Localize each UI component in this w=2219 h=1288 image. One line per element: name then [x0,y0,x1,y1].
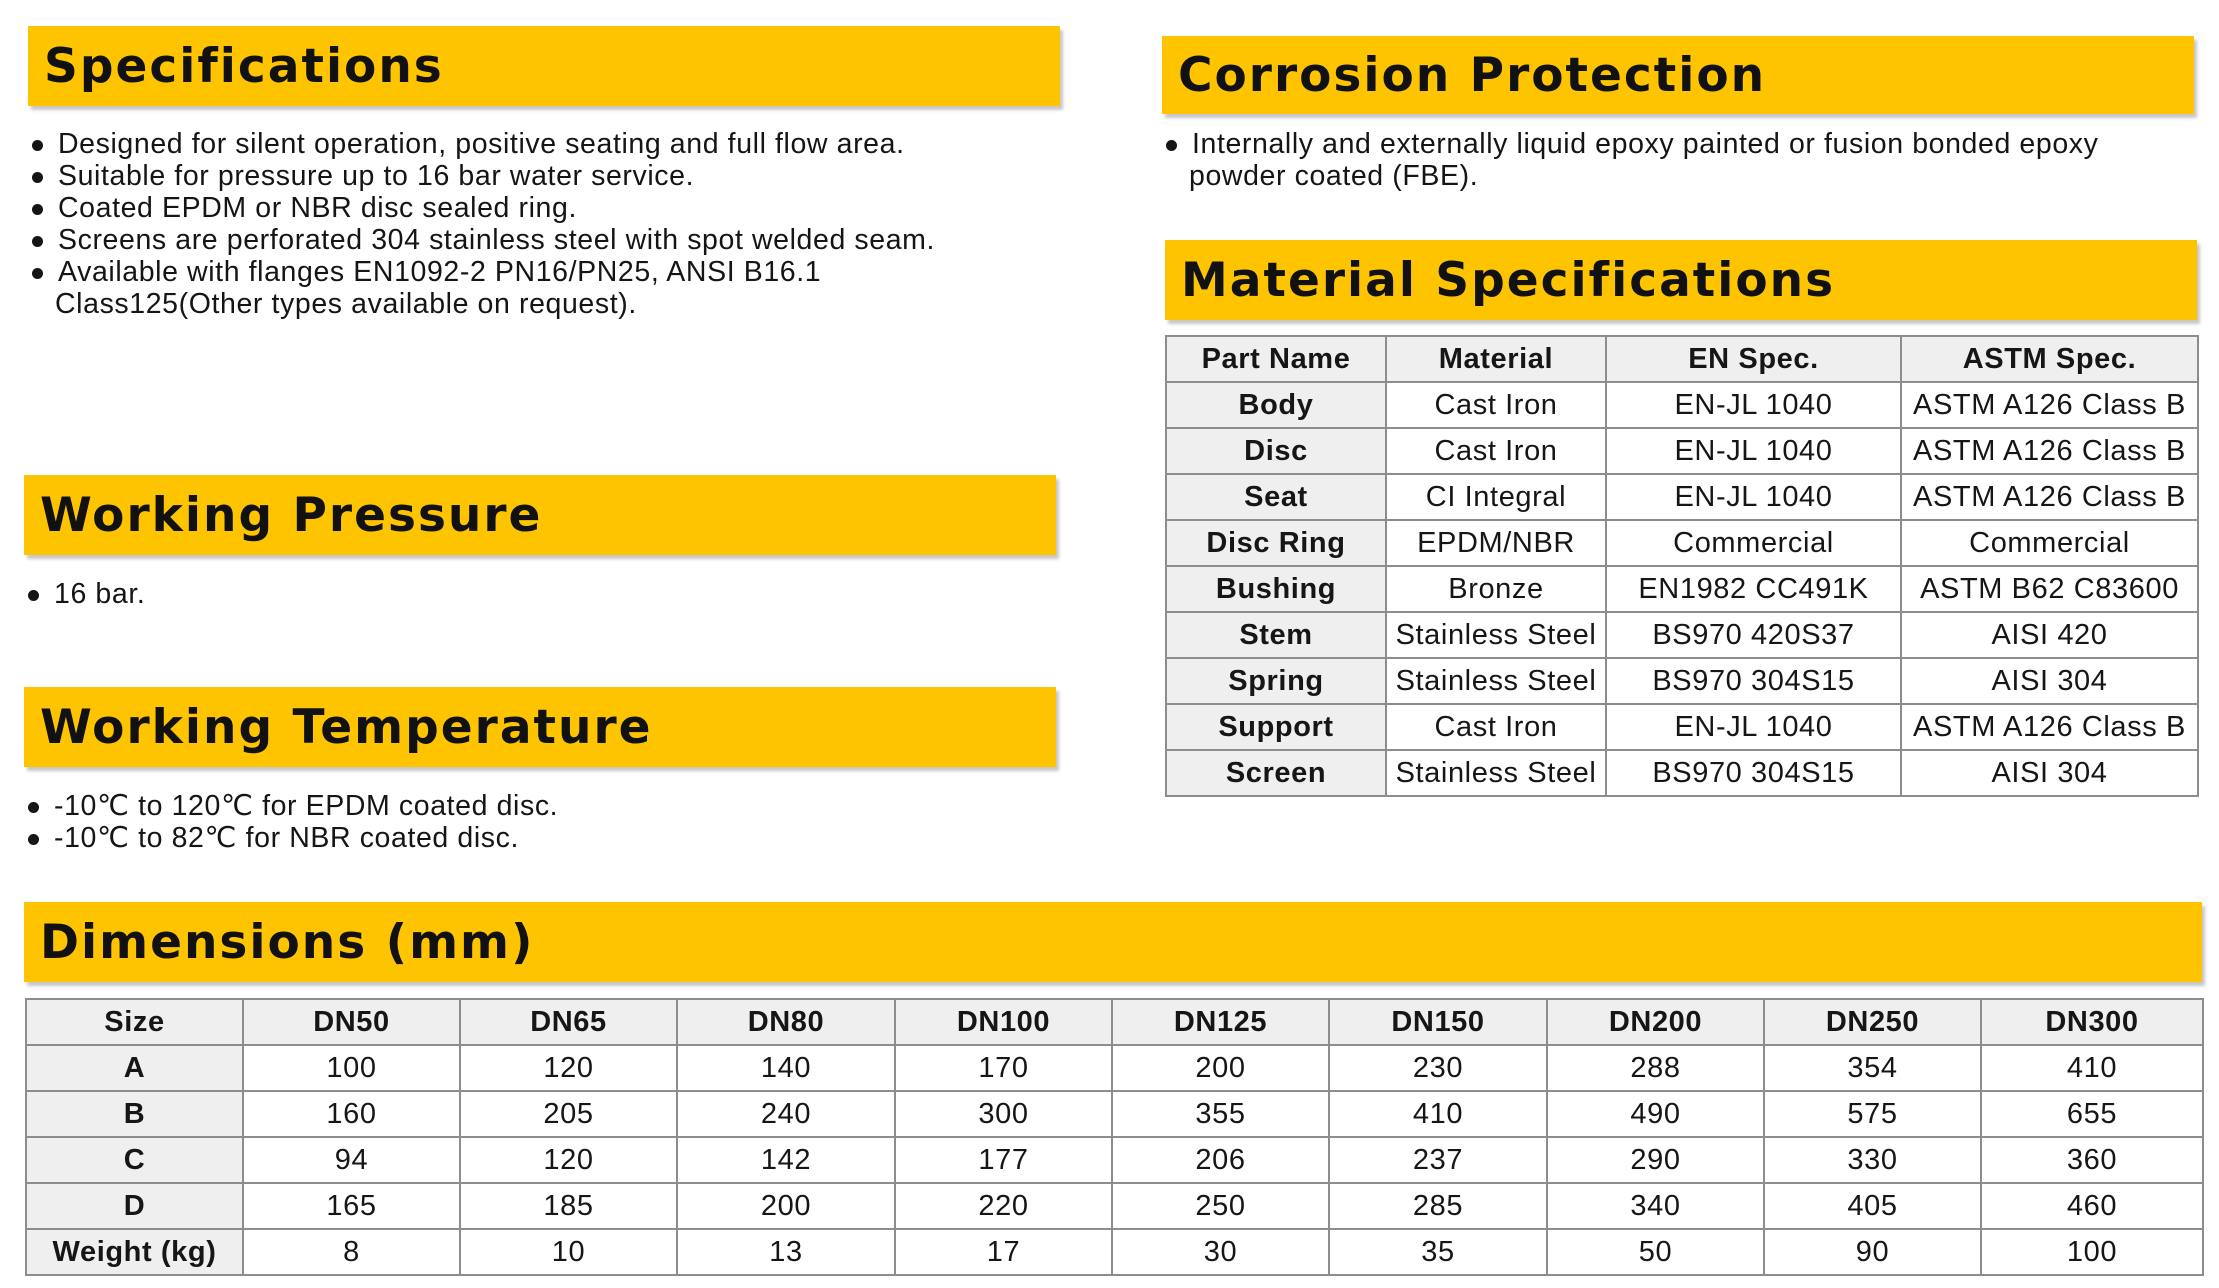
table-cell: Cast Iron [1386,382,1606,428]
material-specifications-table [1165,335,2199,797]
header-cell: DN65 [460,999,677,1045]
header-cell: DN200 [1547,999,1764,1045]
table-cell: 142 [677,1137,895,1183]
header-cell: EN Spec. [1606,336,1901,382]
table-cell: 288 [1547,1045,1764,1091]
dimensions-header [24,902,2202,982]
list-item [28,256,935,320]
table-row [26,1137,2203,1183]
table-cell: 220 [895,1183,1112,1229]
table-cell: 160 [243,1091,460,1137]
table-cell: Stainless Steel [1386,658,1606,704]
row-label-cell: A [26,1045,243,1091]
table-row [26,1091,2203,1137]
table-row [26,1045,2203,1091]
table-row [1166,520,2198,566]
material-specifications-header [1165,240,2197,320]
row-label-cell: D [26,1183,243,1229]
working-pressure-title: Working Pressure [40,487,543,543]
row-label-cell: Weight (kg) [26,1229,243,1275]
table-cell: 94 [243,1137,460,1183]
table-cell: 250 [1112,1183,1329,1229]
table-cell: EN-JL 1040 [1606,428,1901,474]
table-cell: BS970 304S15 [1606,658,1901,704]
table-cell: 200 [1112,1045,1329,1091]
part-name-cell: Screen [1166,750,1386,796]
corrosion-protection-list [1162,128,2098,192]
working-pressure-header [24,475,1056,555]
row-label-cell: B [26,1091,243,1137]
table-cell: 230 [1329,1045,1547,1091]
table-cell: EN-JL 1040 [1606,704,1901,750]
list-item: Designed for silent operation, positive seating and full flow area. [28,128,935,160]
table-cell: Stainless Steel [1386,750,1606,796]
header-cell: DN80 [677,999,895,1045]
table-cell: 340 [1547,1183,1764,1229]
table-cell: BS970 304S15 [1606,750,1901,796]
corrosion-protection-title: Corrosion Protection [1178,47,1767,103]
table-cell: 410 [1981,1045,2203,1091]
header-cell: DN300 [1981,999,2203,1045]
list-item: -10℃ to 82℃ for NBR coated disc. [24,822,558,854]
table-cell: 120 [460,1137,677,1183]
table-cell: 200 [677,1183,895,1229]
table-cell: 206 [1112,1137,1329,1183]
header-cell: DN125 [1112,999,1329,1045]
working-temperature-header [24,687,1056,767]
specifications-list [28,128,935,320]
list-item: 16 bar. [24,578,145,610]
table-cell: 140 [677,1045,895,1091]
table-cell: Cast Iron [1386,704,1606,750]
table-cell: EN-JL 1040 [1606,474,1901,520]
table-cell: 237 [1329,1137,1547,1183]
header-cell: Part Name [1166,336,1386,382]
part-name-cell: Spring [1166,658,1386,704]
list-item-text: Available with flanges EN1092-2 PN16/PN25, ANSI B16.1 [58,256,822,288]
table-cell: 330 [1764,1137,1981,1183]
header-cell: Size [26,999,243,1045]
header-cell: Material [1386,336,1606,382]
table-cell: 13 [677,1229,895,1275]
table-cell: 90 [1764,1229,1981,1275]
table-cell: ASTM A126 Class B [1901,428,2198,474]
working-temperature-title: Working Temperature [40,699,653,755]
part-name-cell: Stem [1166,612,1386,658]
list-item: Screens are perforated 304 stainless steel with spot welded seam. [28,224,935,256]
table-cell: 205 [460,1091,677,1137]
table-cell: 100 [1981,1229,2203,1275]
table-cell: 240 [677,1091,895,1137]
table-cell: 354 [1764,1045,1981,1091]
specifications-header [28,26,1060,106]
header-cell: DN50 [243,999,460,1045]
list-item-continuation: Class125(Other types available on request). [55,288,637,320]
header-cell: DN100 [895,999,1112,1045]
table-row [1166,428,2198,474]
table-row [1166,704,2198,750]
table-row [1166,382,2198,428]
table-cell: 655 [1981,1091,2203,1137]
table-cell: 50 [1547,1229,1764,1275]
part-name-cell: Seat [1166,474,1386,520]
table-row [1166,566,2198,612]
table-header-row [26,999,2203,1045]
table-cell: 165 [243,1183,460,1229]
table-cell: EN-JL 1040 [1606,382,1901,428]
list-item [1162,128,2098,192]
table-cell: Commercial [1901,520,2198,566]
table-row [26,1229,2203,1275]
table-cell: 17 [895,1229,1112,1275]
table-cell: 10 [460,1229,677,1275]
part-name-cell: Disc [1166,428,1386,474]
list-item: Coated EPDM or NBR disc sealed ring. [28,192,935,224]
table-cell: EN1982 CC491K [1606,566,1901,612]
table-cell: 575 [1764,1091,1981,1137]
corrosion-protection-header [1162,36,2194,114]
table-cell: 355 [1112,1091,1329,1137]
header-cell: DN150 [1329,999,1547,1045]
list-item: Suitable for pressure up to 16 bar water service. [28,160,935,192]
working-pressure-list [24,578,145,610]
working-temperature-list [24,790,558,854]
list-item-continuation: powder coated (FBE). [1189,160,1479,192]
part-name-cell: Disc Ring [1166,520,1386,566]
table-cell: 120 [460,1045,677,1091]
table-cell: CI Integral [1386,474,1606,520]
table-cell: 410 [1329,1091,1547,1137]
table-cell: ASTM A126 Class B [1901,704,2198,750]
table-cell: 170 [895,1045,1112,1091]
header-cell: ASTM Spec. [1901,336,2198,382]
table-cell: Stainless Steel [1386,612,1606,658]
part-name-cell: Bushing [1166,566,1386,612]
header-cell: DN250 [1764,999,1981,1045]
row-label-cell: C [26,1137,243,1183]
table-cell: 35 [1329,1229,1547,1275]
part-name-cell: Support [1166,704,1386,750]
table-row [1166,658,2198,704]
table-cell: ASTM B62 C83600 [1901,566,2198,612]
table-cell: 360 [1981,1137,2203,1183]
table-cell: 405 [1764,1183,1981,1229]
table-header-row [1166,336,2198,382]
table-cell: 290 [1547,1137,1764,1183]
table-row [1166,612,2198,658]
table-cell: 460 [1981,1183,2203,1229]
specifications-title: Specifications [44,38,444,94]
table-cell: Cast Iron [1386,428,1606,474]
table-cell: 30 [1112,1229,1329,1275]
table-row [1166,474,2198,520]
table-cell: 285 [1329,1183,1547,1229]
dimensions-title: Dimensions (mm) [40,914,535,970]
table-cell: BS970 420S37 [1606,612,1901,658]
table-cell: ASTM A126 Class B [1901,474,2198,520]
table-cell: AISI 420 [1901,612,2198,658]
table-row [26,1183,2203,1229]
table-row [1166,750,2198,796]
list-item-text: Internally and externally liquid epoxy painted or fusion bonded epoxy [1192,128,2099,160]
table-cell: 490 [1547,1091,1764,1137]
table-cell: Bronze [1386,566,1606,612]
table-cell: ASTM A126 Class B [1901,382,2198,428]
table-cell: AISI 304 [1901,750,2198,796]
table-cell: AISI 304 [1901,658,2198,704]
part-name-cell: Body [1166,382,1386,428]
table-cell: 300 [895,1091,1112,1137]
table-cell: 177 [895,1137,1112,1183]
table-cell: 100 [243,1045,460,1091]
table-cell: 8 [243,1229,460,1275]
material-specifications-title: Material Specifications [1181,252,1836,308]
dimensions-table [25,998,2204,1276]
table-cell: 185 [460,1183,677,1229]
table-cell: Commercial [1606,520,1901,566]
table-cell: EPDM/NBR [1386,520,1606,566]
list-item: -10℃ to 120℃ for EPDM coated disc. [24,790,558,822]
